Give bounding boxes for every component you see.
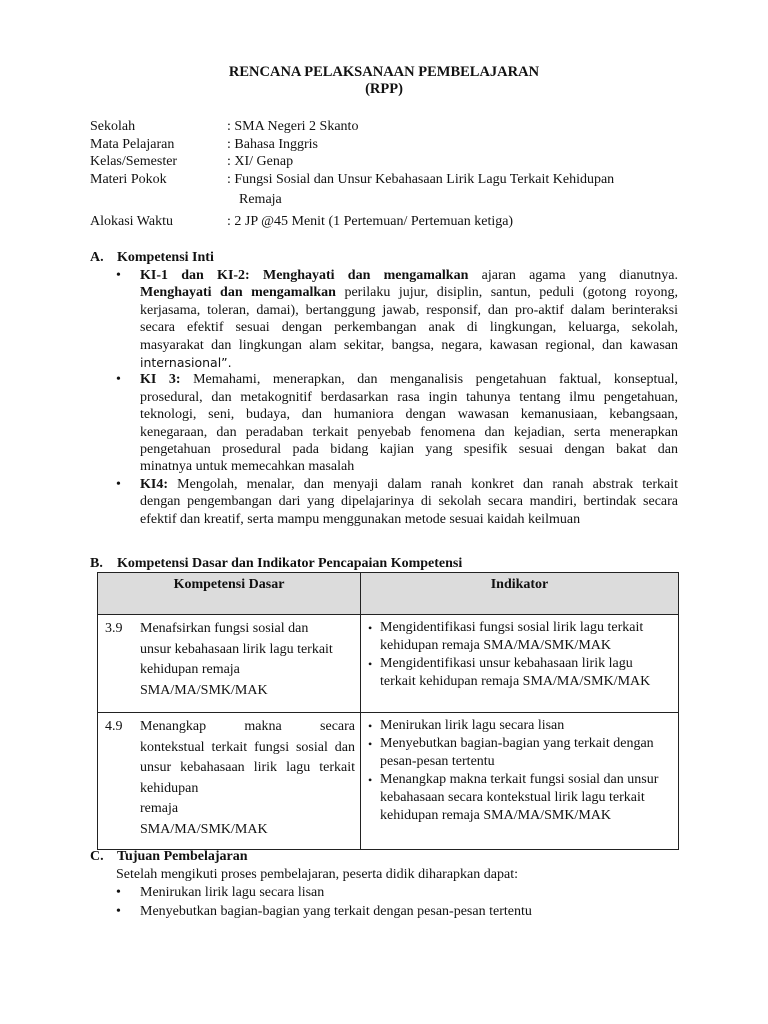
school-label: Sekolah [90,119,136,134]
ki3-line3: teknologi, seni, budaya, dan humaniora dengan wawasan kemanusiaan, kebangsaan, [140,407,678,423]
kd-text: Menafsirkan fungsi sosial dan unsur kebahasaan lirik lagu terkait kehidupan remaja SMA/MA/SMK/MAK [140,621,333,698]
identity-block [90,118,690,230]
time-value: : 2 JP @45 Menit (1 Pertemuan/ Pertemuan ketiga) [227,213,514,229]
kd-cell [98,615,361,713]
ki12-bold1: Menghayati dan mengamalkan [262,268,469,283]
section-c-letter: C. [90,849,104,864]
section-a-heading [90,250,214,266]
competency-table [97,572,679,850]
section-a-title: Kompetensi Inti [117,250,214,265]
time-label: Alokasi Waktu [90,213,173,229]
section-c-title: Tujuan Pembelajaran [117,849,248,864]
subject-label: Mata Pelajaran [90,136,175,152]
material-label: Materi Pokok [90,171,167,187]
subject-value: : Bahasa Inggris [227,136,318,152]
list-item: • Menyebutkan bagian-bagian yang terkait dengan pesan-pesan tertentu [368,736,654,769]
list-item: • Menirukan lirik lagu secara lisan [116,885,325,900]
list-item: • Mengidentifikasi unsur kebahasaan lirik lagu terkait kehidupan remaja SMA/MA/SMK/MAK [368,656,651,689]
ki3-line1: Memahami, menerapkan, dan menganalisis pengetahuan faktual, konseptual, [193,372,678,388]
ki4-label: KI4: [140,476,168,492]
ki12-line3: kerjasama, toleran, damai), bertanggung jawab, responsif, dan pro-aktif dalam berinteraksi [140,302,678,318]
ki3-item [116,371,678,475]
bullet: • [116,268,121,283]
document-title: RENCANA PELAKSANAAN PEMBELAJARAN [228,64,540,80]
material-value: : Fungsi Sosial dan Unsur Kebahasaan Lirik Lagu Terkait Kehidupan [227,171,615,187]
kd-number: 4.9 [105,719,123,734]
kd-cell [98,713,361,850]
indicator-cell [361,713,679,850]
section-b-title: Kompetensi Dasar dan Indikator Pencapaian Kompetensi [117,556,463,571]
ki12-line1: ajaran agama yang dianutnya. [481,268,679,283]
ki12-line4: secara efektif sesuai dengan perkembangan anak di lingkungan, keluarga, sekolah, [140,320,678,336]
ki3-line4: kenegaraan, dan peradaban terkait penyebab fenomena dan kejadian, serta menerapkan [140,424,678,440]
section-a-letter: A. [90,250,104,265]
ki4-line2: dengan pengembangan dari yang dipelajarinya di sekolah secara mandiri, bertindak secara [140,494,678,510]
bullet: • [116,372,121,388]
table-row [98,615,679,713]
section-b-letter: B. [90,556,103,571]
ki3-line5: pengetahuan prosedural pada bidang kajian yang spesifik sesuai dengan bakat dan [140,442,678,458]
ki12-line6: internasional”. [140,355,232,371]
kd-number: 3.9 [105,621,123,636]
list-item: • Menirukan lirik lagu secara lisan [368,718,565,733]
document-subtitle: (RPP) [365,81,403,97]
school-value: : SMA Negeri 2 Skanto [227,119,359,134]
section-c-intro: Setelah mengikuti proses pembelajaran, peserta didik diharapkan dapat: [116,867,518,882]
bullet: • [116,904,121,919]
ki-list [116,267,678,528]
ki12-line2: perilaku jujur, disiplin, santun, peduli (gotong royong, [344,285,679,301]
list-item: • Mengidentifikasi fungsi sosial lirik lagu terkait kehidupan remaja SMA/MA/SMK/MAK [368,620,644,653]
ki3-line2: prosedural, dan metakognitif berdasarkan rasa ingin tahunya tentang ilmu pengetahuan, [140,389,678,405]
kd-text: Menangkap makna secara kontekstual terkait fungsi sosial dan unsur kebahasaan lirik lagu terkait kehidupan remaja SMA/MA/SMK/MAK [140,719,355,837]
list-item: • Menangkap makna terkait fungsi sosial dan unsur kebahasaan secara kontekstual lirik lagu terkait kehidupan remaja SMA/MA/SMK/MAK [368,772,659,823]
bullet: • [116,885,121,900]
list-item: • Menyebutkan bagian-bagian yang terkait dengan pesan-pesan tertentu [116,904,532,919]
ki4-line1: Mengolah, menalar, dan menyaji dalam ranah konkret dan ranah abstrak terkait [177,476,678,492]
class-value: : XI/ Genap [227,154,294,169]
col-header-indicator: Indikator [361,573,679,615]
ki4-line3: efektif dan kreatif, serta mampu menggunakan metode sesuai kaidah keilmuan [140,511,581,527]
ki12-item [116,267,678,371]
section-b-heading [90,556,462,572]
ki3-label: KI 3: [140,372,181,388]
ki3-line6: minatnya untuk memecahkan masalah [140,459,355,475]
indicator-cell [361,615,679,713]
table-row [98,713,679,850]
class-label: Kelas/Semester [90,154,178,169]
ki12-label: KI-1 dan KI-2: [140,268,250,283]
col-header-kd: Kompetensi Dasar [98,573,361,615]
material-value-cont: Remaja [239,192,282,207]
tujuan-list [116,883,532,921]
ki4-item [116,476,678,528]
ki12-line5: masyarakat dan lingkungan alam sekitar, bangsa, negara, kawasan regional, dan kawasan [140,337,678,353]
ki12-bold2: Menghayati dan mengamalkan [140,285,336,301]
bullet: • [116,476,121,492]
section-c-heading [90,849,248,865]
